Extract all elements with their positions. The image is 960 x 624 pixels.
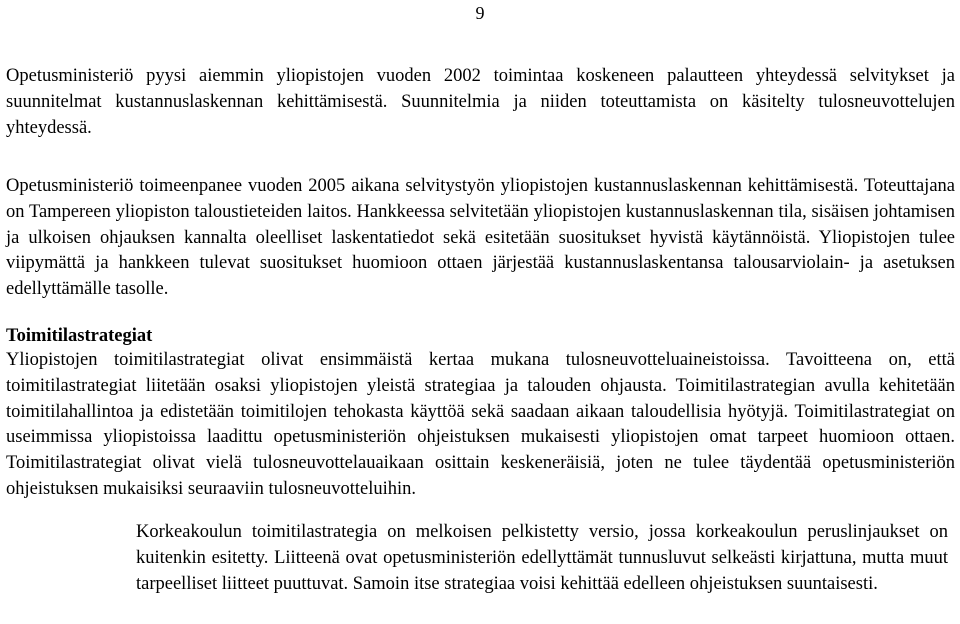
page-number: 9 — [475, 3, 485, 23]
paragraph-intro: Opetusministeriö pyysi aiemmin yliopistojen vuoden 2002 toimintaa koskeneen palautteen yhteydessä selvitykset ja suunnitelmat kustannuslaskennan kehittämisestä. Suunnitelmia ja niiden toteuttamista on käsitelty tulosneuvottelujen yhteydessä. — [6, 66, 955, 138]
paragraph-survey: Opetusministeriö toimeenpanee vuoden 2005 aikana selvitystyön yliopistojen kustannuslaskennan kehittämisestä. Toteuttajana on Tampereen yliopiston taloustieteiden laitos. Hankkeessa selvitetään yliopistojen kustannuslaskennan tila, sisäisen johtamisen ja ulkoisen ohjauksen kannalta oleelliset laskentatiedot sekä esitetään suositukset hyvistä käytännöistä. Yliopistojen tulee viipymättä ja hankkeen tulevat suositukset huomioon ottaen järjestää kustannuslaskentansa talousarviolain- ja asetuksen edellyttämälle tasolle. — [6, 176, 955, 300]
section-heading: Toimitilastrategiat — [6, 326, 153, 346]
paragraph-indented-note: Korkeakoulun toimitilastrategia on melkoisen pelkistetty versio, jossa korkeakoulun peruslinjaukset on kuitenkin esitetty. Liitteenä ovat opetusministeriön edellyttämät tunnusluvut selkeästi kirjattuna, mutta muut tarpeelliset liitteet puuttuvat. Samoin itse strategiaa voisi kehittää edelleen ohjeistuksen suuntaisesti. — [136, 522, 948, 594]
paragraph-facilities-strategy: Yliopistojen toimitilastrategiat olivat ensimmäistä kertaa mukana tulosneuvotteluaineistoissa. Tavoitteena on, että toimitilastrategiat liitetään osaksi yliopistojen yleistä strategiaa ja talouden ohjausta. Toimitilastrategian avulla kehitetään toimitilahallintoa ja edistetään toimitilojen tehokasta käyttöä sekä saadaan aikaan taloudellisia hyötyjä. Toimitilastrategiat on useimmissa yliopistoissa laadittu opetusministeriön ohjeistuksen mukaisesti yliopistojen omat tarpeet huomioon ottaen. Toimitilastrategiat olivat vielä tulosneuvottelauaikaan osittain keskeneräisiä, joten ne tulee täydentää opetusministeriön ohjeistuksen mukaisiksi seuraaviin tulosneuvotteluihin. — [6, 350, 955, 499]
